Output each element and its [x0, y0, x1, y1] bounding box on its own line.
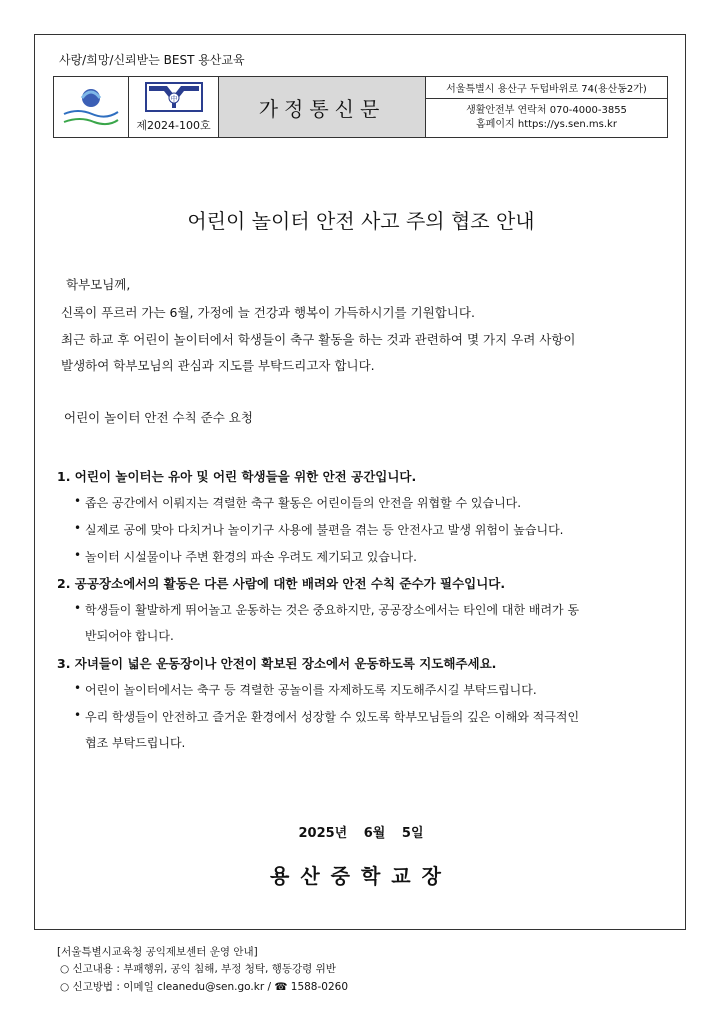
school-contact — [426, 99, 667, 137]
emblem-code: 中 — [170, 94, 177, 103]
intro-line-1: 신록이 푸르러 가는 6월, 가정에 늘 건강과 행복이 가득하시기를 기원합니다. — [61, 305, 475, 320]
document-title: 어린이 놀이터 안전 사고 주의 협조 안내 — [187, 209, 535, 233]
issue-number: 제2024-100호 — [136, 118, 211, 132]
point-3-bullet-2: • 우리 학생들이 안전하고 즐거운 환경에서 성장할 수 있도록 학부모님들의 깊은 이해와 적극적인 — [85, 708, 579, 725]
footer-title: [서울특별시교육청 공익제보센터 운영 안내] — [57, 946, 258, 958]
education-logo — [54, 77, 129, 137]
intro-line-3: 발생하여 학부모님의 관심과 지도를 부탁드리고자 합니다. — [61, 358, 375, 373]
point-2-bullet-1: • 학생들이 활발하게 뛰어놀고 운동하는 것은 중요하지만, 공공장소에서는 타인에 대한 배려가 동 — [85, 601, 579, 618]
point-2-heading: 2. 공공장소에서의 활동은 다른 사람에 대한 배려와 안전 수칙 준수가 필수입니다. — [57, 576, 506, 591]
document-frame — [34, 34, 686, 930]
point-3-bullet-1: • 어린이 놀이터에서는 축구 등 격렬한 공놀이를 자제하도록 지도해주시길 부탁드립니다. — [85, 681, 537, 698]
point-1-bullet-3: • 놀이터 시설물이나 주변 환경의 파손 우려도 제기되고 있습니다. — [85, 548, 417, 565]
newsletter-title: 가정통신문 — [219, 77, 426, 137]
seoul-education-logo-icon — [58, 84, 124, 130]
school-address: 서울특별시 용산구 두텁바위로 74(용산동2가) — [426, 77, 667, 99]
point-3-continuation: 협조 부탁드립니다. — [85, 736, 186, 750]
school-emblem-icon — [145, 82, 203, 112]
school-info — [426, 77, 667, 137]
point-3-heading: 3. 자녀들이 넓은 운동장이나 안전이 확보된 장소에서 운동하도록 지도해주세요. — [57, 656, 497, 671]
section-title: 어린이 놀이터 안전 수칙 준수 요청 — [64, 410, 253, 425]
footer-line-2: ○ 신고방법 : 이메일 cleanedu@sen.go.kr / ☎ 1588-0260 — [60, 981, 348, 993]
footer-line-1: ○ 신고내용 : 부패행위, 공익 침해, 부정 청탁, 행동강령 위반 — [60, 963, 336, 975]
point-1-heading: 1. 어린이 놀이터는 유아 및 어린 학생들을 위한 안전 공간입니다. — [57, 469, 417, 484]
point-1-bullet-1: • 좁은 공간에서 이뤄지는 격렬한 축구 활동은 어린이들의 안전을 위협할 수 있습니다. — [85, 494, 521, 511]
issue-date: 2025년 6월 5일 — [298, 826, 424, 841]
contact-phone: 생활안전부 연락처 070-4000-3855 — [466, 105, 627, 116]
greeting: 학부모님께, — [66, 277, 131, 292]
intro-line-2: 최근 하교 후 어린이 놀이터에서 학생들이 축구 활동을 하는 것과 관련하여 몇 가지 우려 사항이 — [61, 332, 576, 347]
principal-signature: 용산중학교장 — [270, 864, 452, 888]
school-emblem-cell — [129, 77, 219, 137]
homepage-link[interactable]: 홈페이지 https://ys.sen.ms.kr — [476, 119, 617, 130]
point-2-continuation: 반되어야 합니다. — [85, 629, 174, 643]
point-1-bullet-2: • 실제로 공에 맞아 다치거나 놀이기구 사용에 불편을 겪는 등 안전사고 발생 위험이 높습니다. — [85, 521, 564, 538]
slogan: 사랑/희망/신뢰받는 BEST 용산교육 — [59, 53, 245, 67]
letterhead — [53, 76, 668, 138]
